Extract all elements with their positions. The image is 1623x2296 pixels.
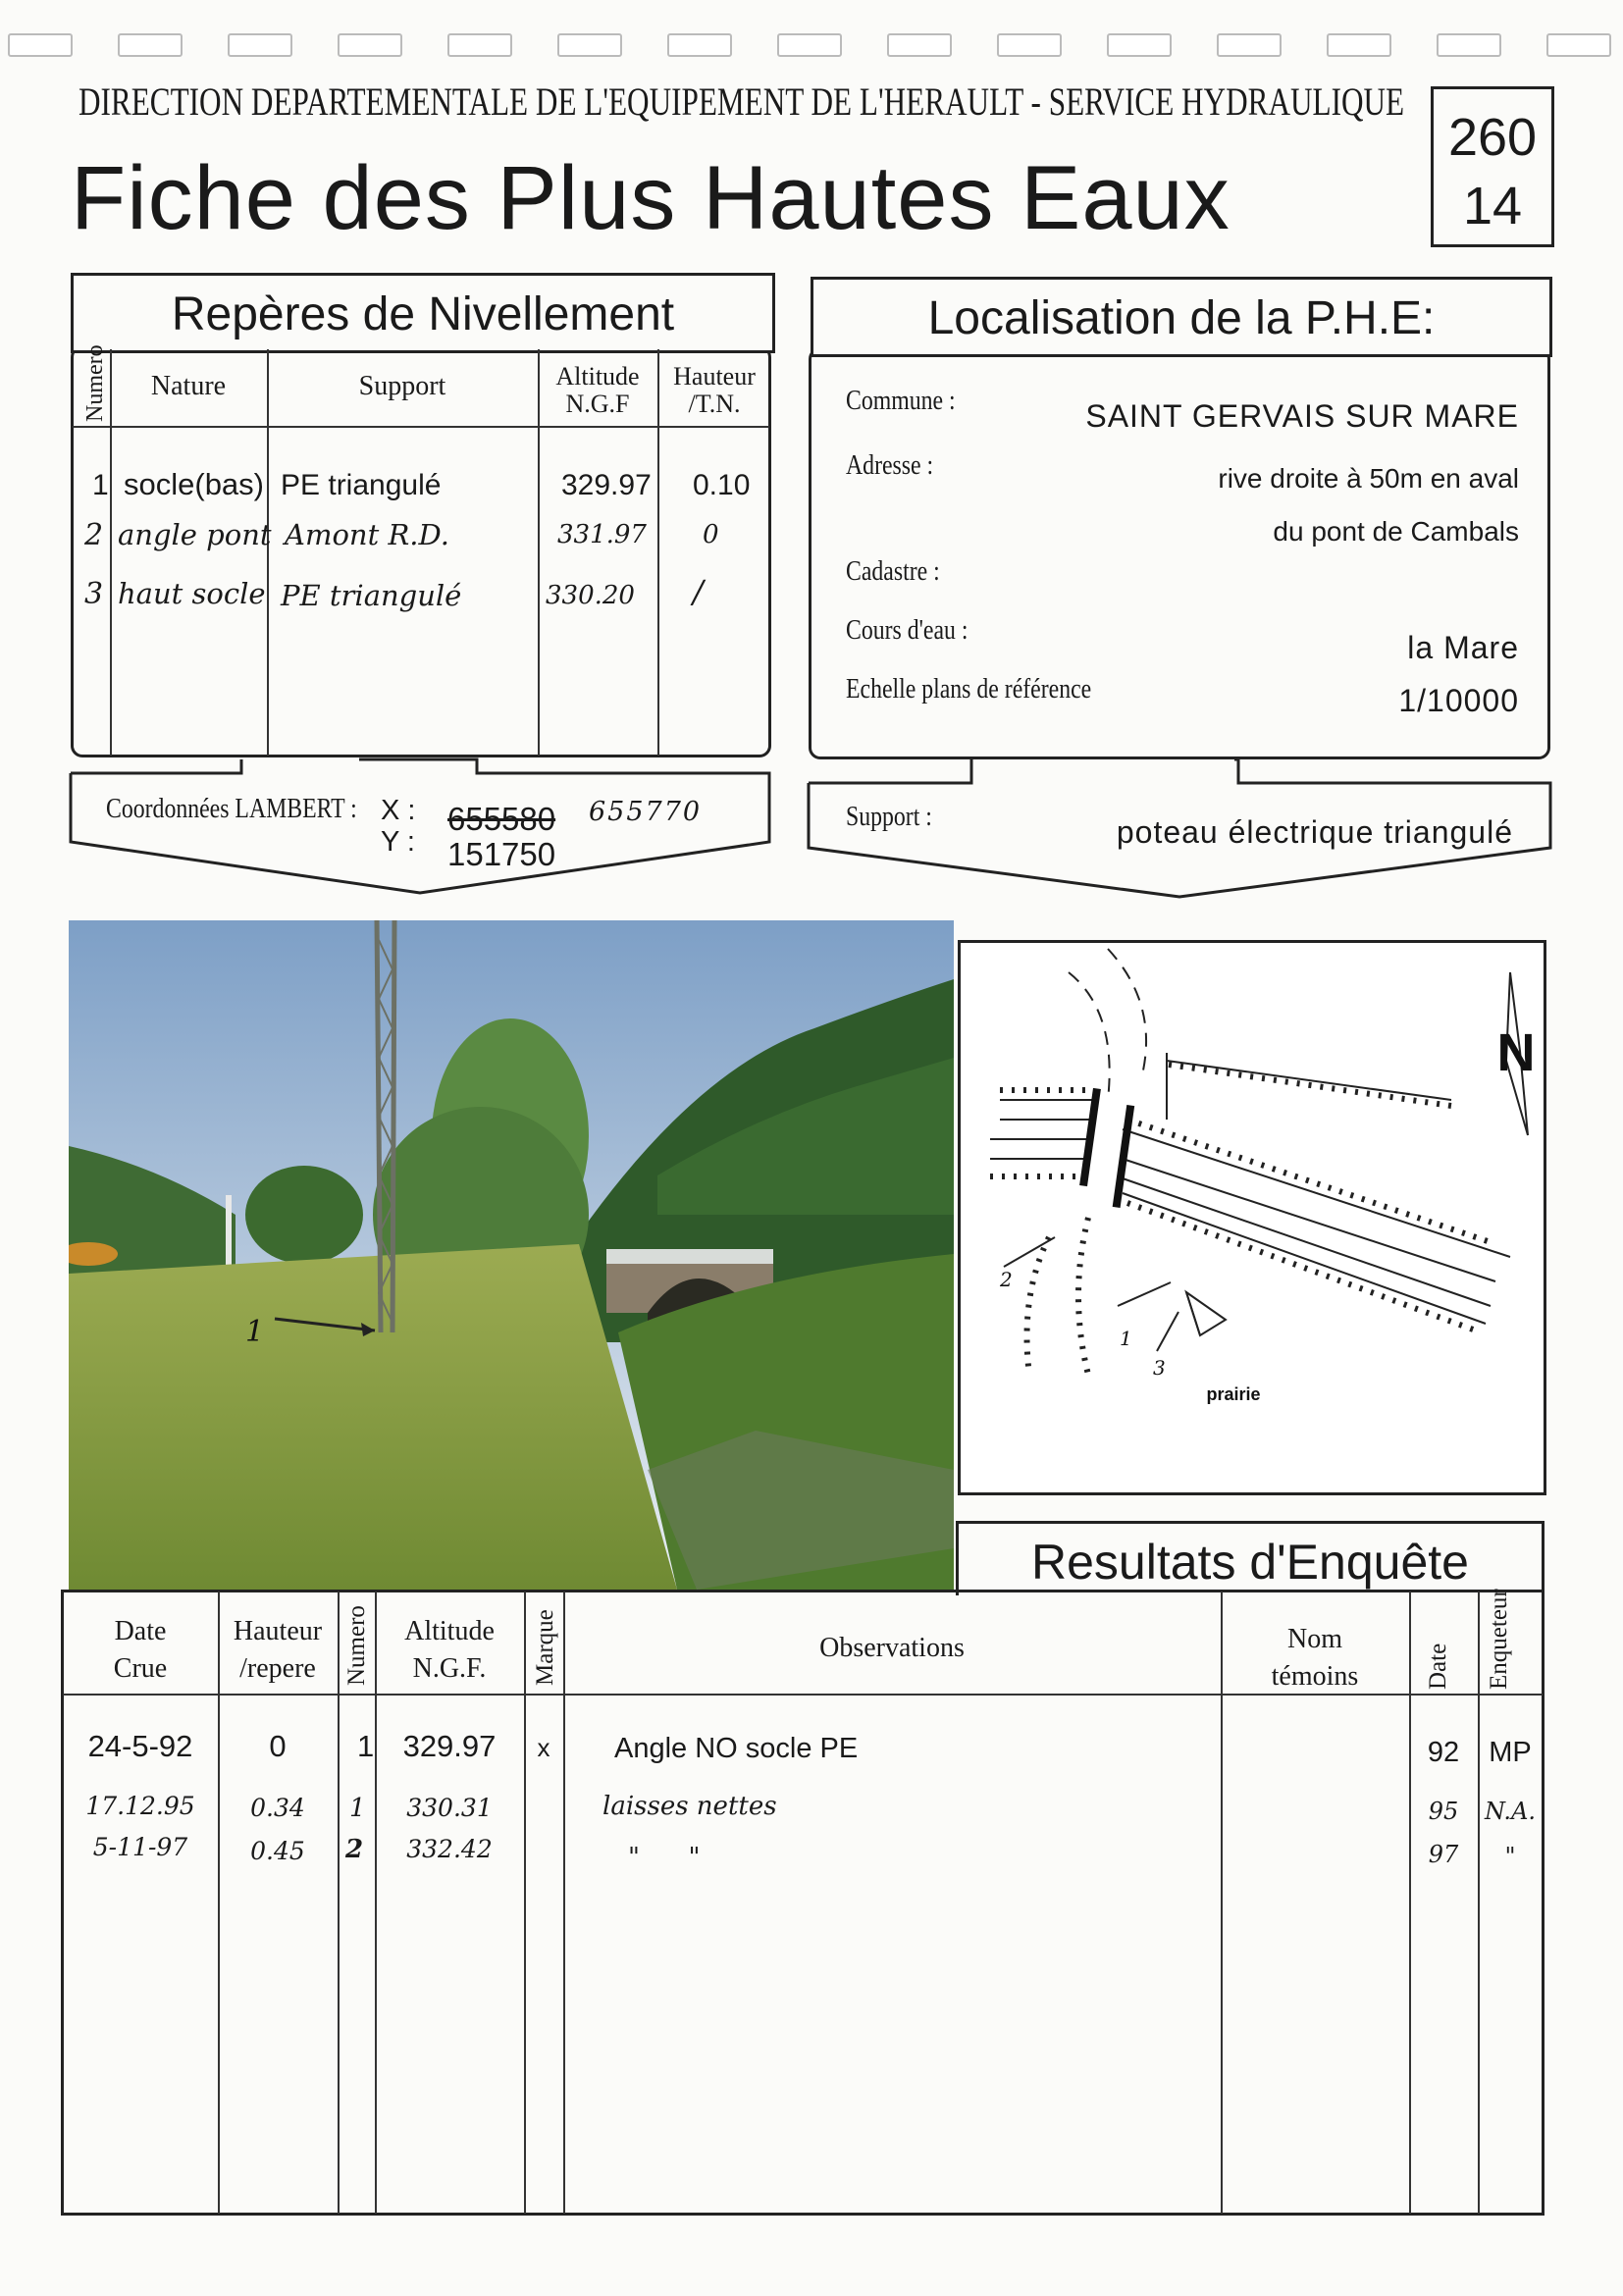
commune-value: SAINT GERVAIS SUR MARE xyxy=(1085,398,1519,434)
echelle-label: Echelle plans de référence xyxy=(846,673,1092,704)
localisation-title-box xyxy=(811,277,1552,357)
adresse-line-2: du pont de Cambals xyxy=(1273,516,1519,547)
col-date-crue: Date Crue xyxy=(113,1616,168,1684)
reperes-col-support: Support xyxy=(358,371,446,401)
adresse-line-1: rive droite à 50m en aval xyxy=(1218,463,1519,494)
reperes-header-line xyxy=(73,426,769,428)
page-title: Fiche des Plus Hautes Eaux xyxy=(71,148,1230,248)
support-value: poteau électrique triangulé xyxy=(1116,814,1513,850)
map-mark-1: 1 xyxy=(1120,1327,1132,1350)
resultats-title-box xyxy=(956,1521,1544,1595)
coordonnees-x-struck: 655580 xyxy=(447,801,556,837)
map-label-prairie: prairie xyxy=(1206,1384,1261,1404)
col-observations: Observations xyxy=(819,1633,965,1663)
coordonnees-x-corrected: 655770 xyxy=(589,797,703,827)
cours-label: Cours d'eau : xyxy=(846,614,969,646)
localisation-title: Localisation de la P.H.E: xyxy=(927,292,1436,344)
reperes-col-altitude: Altitude N.G.F xyxy=(555,362,640,418)
col-hauteur: Hauteur /repere xyxy=(233,1616,323,1684)
support-label: Support : xyxy=(846,801,932,832)
site-photo xyxy=(69,920,954,1590)
coordonnees-label: Coordonnées LAMBERT : xyxy=(106,793,357,824)
site-map-drawing xyxy=(961,943,1544,1492)
echelle-value: 1/10000 xyxy=(1398,683,1519,718)
reperes-col-numero: Numero xyxy=(82,344,108,422)
fiche-id-bottom: 14 xyxy=(1462,177,1523,235)
fiche-id-top: 260 xyxy=(1447,108,1538,167)
coordonnees-y-label: Y : xyxy=(381,826,415,858)
site-photo-image xyxy=(69,920,954,1590)
resultats-title: Resultats d'Enquête xyxy=(1031,1535,1469,1590)
map-mark-2: 2 xyxy=(1000,1268,1013,1291)
col-temoins: Nom témoins xyxy=(1271,1624,1359,1692)
adresse-label: Adresse : xyxy=(846,449,934,481)
coordonnees-box xyxy=(65,754,781,901)
reperes-title: Repères de Nivellement xyxy=(171,288,675,340)
reperes-col-hauteur: Hauteur /T.N. xyxy=(673,362,756,418)
north-icon: N xyxy=(1496,1023,1536,1082)
col-numero: Numero xyxy=(343,1605,370,1686)
coordonnees-x-label: X : xyxy=(381,795,416,826)
cours-value: la Mare xyxy=(1407,630,1519,665)
col-date: Date xyxy=(1425,1643,1451,1690)
reperes-col-nature: Nature xyxy=(150,371,227,401)
col-altitude: Altitude N.G.F. xyxy=(404,1616,495,1684)
cadastre-label: Cadastre : xyxy=(846,555,940,587)
commune-label: Commune : xyxy=(846,385,956,416)
binder-holes xyxy=(0,33,1623,57)
map-mark-3: 3 xyxy=(1153,1356,1166,1380)
coordonnees-y-value: 151750 xyxy=(447,836,556,872)
direction-header: DIRECTION DEPARTEMENTALE DE L'EQUIPEMENT DE L'HERAULT - SERVICE HYDRAULIQUE xyxy=(79,79,1405,124)
site-map xyxy=(958,940,1546,1495)
photo-marker-1: 1 xyxy=(245,1315,265,1349)
col-enqueteur: Enqueteur xyxy=(1486,1589,1512,1690)
reperes-title-box xyxy=(71,273,775,353)
fiche-id-box xyxy=(1431,86,1554,247)
col-marque: Marque xyxy=(532,1609,558,1686)
